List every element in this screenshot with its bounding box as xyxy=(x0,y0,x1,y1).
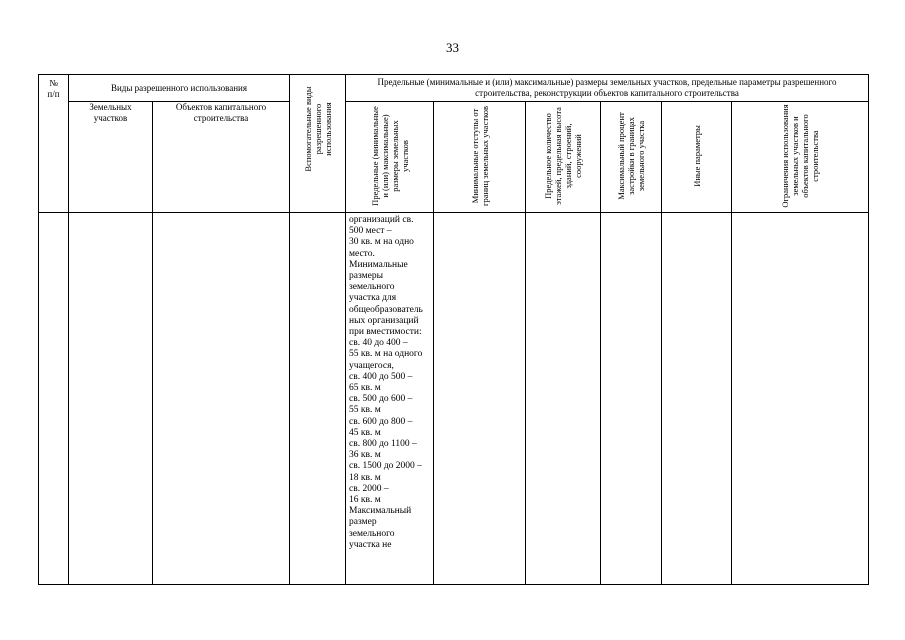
text-line: размеры xyxy=(349,271,383,282)
text-line: 18 кв. м xyxy=(349,472,381,483)
header-other-params-cell xyxy=(662,102,732,213)
text-line: 45 кв. м xyxy=(349,427,381,438)
text-line: св. 40 до 400 – xyxy=(349,338,408,349)
text-line: организаций св. xyxy=(349,215,414,225)
header-capital-objects: Объектов капитального строительства xyxy=(153,102,290,213)
text-line: св. 1500 до 2000 – xyxy=(349,461,422,472)
text-line: 500 мест – xyxy=(349,226,392,237)
cell-min-setbacks xyxy=(434,213,526,585)
header-restrictions-cell xyxy=(732,102,869,213)
text-line: 55 кв. м xyxy=(349,405,381,416)
header-max-floors: Предельное количество этажей, предельная высота зданий, строений, сооружений xyxy=(543,107,583,205)
header-aux-kinds: Вспомогательные виды разрешенного использования xyxy=(302,86,333,172)
header-max-percent-cell xyxy=(601,102,662,213)
text-line: общеобразователь xyxy=(349,304,423,315)
cell-restrictions xyxy=(732,213,869,585)
text-line: место. xyxy=(349,248,375,259)
header-kinds-title: Виды разрешенного использования xyxy=(69,75,290,102)
text-line: 30 кв. м на одно xyxy=(349,237,414,248)
cell-num xyxy=(39,213,69,585)
text-line: 65 кв. м xyxy=(349,383,381,394)
cell-limit-sizes xyxy=(346,213,434,585)
text-line: св. 400 до 500 – xyxy=(349,371,413,382)
zoning-table xyxy=(38,74,869,585)
cell-other-params xyxy=(662,213,732,585)
header-min-setbacks-cell xyxy=(434,102,526,213)
cell-land-plots xyxy=(69,213,153,585)
table-row xyxy=(39,213,869,585)
cell-max-floors xyxy=(526,213,601,585)
text-line: при вместимости: xyxy=(349,327,422,338)
cell-capital-objects xyxy=(153,213,290,585)
page-number: 33 xyxy=(446,40,459,55)
text-line: размер xyxy=(349,517,377,528)
text-line: земельного xyxy=(349,282,395,293)
text-line: ных организаций xyxy=(349,315,419,326)
text-line: св. 2000 – xyxy=(349,483,389,494)
header-row-2 xyxy=(39,102,869,213)
cell-max-percent xyxy=(601,213,662,585)
header-limit-sizes-cell xyxy=(346,102,434,213)
header-max-floors-cell xyxy=(526,102,601,213)
text-line: Максимальный xyxy=(349,506,412,517)
header-land-plots: Земельных участков xyxy=(69,102,153,213)
header-num: № п/п xyxy=(39,75,69,213)
text-line: св. 500 до 600 – xyxy=(349,394,413,405)
cell-aux-kinds xyxy=(290,213,346,585)
text-line: участка для xyxy=(349,293,397,304)
limit-sizes-text xyxy=(346,213,433,551)
header-limit-sizes: Предельные (минимальные и (или) максимальные) размеры земельных участков xyxy=(369,106,410,206)
text-line: участка не xyxy=(349,539,392,550)
header-aux-kinds-cell xyxy=(290,75,346,213)
text-line: земельного xyxy=(349,528,395,539)
text-line: 36 кв. м xyxy=(349,450,381,461)
text-line: св. 800 до 1100 – xyxy=(349,439,417,450)
header-limits-title: Предельные (минимальные и (или) максимальные) размеры земельных участков, предельные параметры разрешенного строительства, реконструкции объектов капитального строительства xyxy=(346,75,869,102)
header-min-setbacks: Минимальные отступы от границ земельных участков xyxy=(469,105,490,207)
text-line: учащегося, xyxy=(349,360,394,371)
header-restrictions: Ограничения использования земельных участков и объектов капитального строительства xyxy=(780,104,820,208)
header-max-percent: Максимальный процент застройки в границах земельного участка xyxy=(616,112,646,200)
text-line: Минимальные xyxy=(349,259,408,270)
header-other-params: Иные параметры xyxy=(691,125,702,187)
text-line: 16 кв. м xyxy=(349,495,381,506)
header-row-1 xyxy=(39,75,869,102)
text-line: 55 кв. м на одного xyxy=(349,349,423,360)
text-line: св. 600 до 800 – xyxy=(349,416,413,427)
